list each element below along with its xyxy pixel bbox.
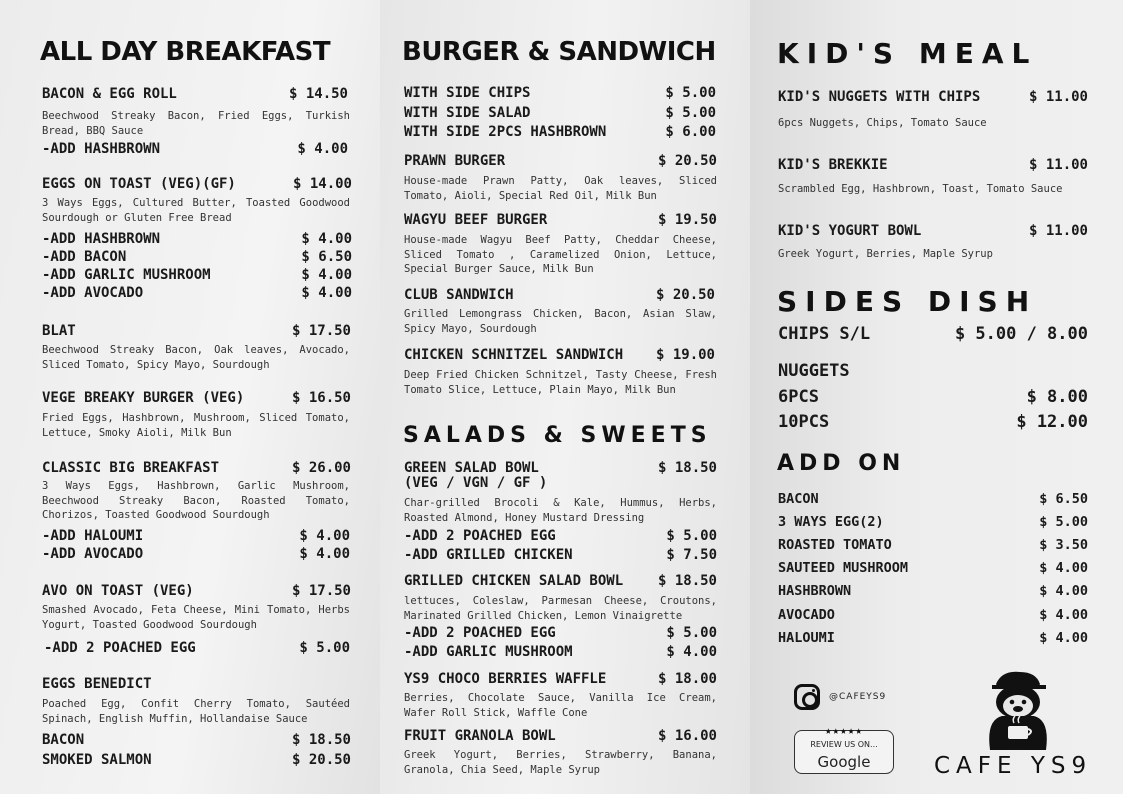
addon-name: -ADD HASHBROWN [42, 231, 161, 247]
item-desc: Grilled Lemongrass Chicken, Bacon, Asian Slaw, Spicy Mayo, Sourdough [404, 308, 717, 335]
addon-price: $ 4.00 [301, 231, 352, 247]
addon-price: $ 5.00 [666, 528, 717, 544]
menu-item [42, 676, 351, 692]
side-name: WITH SIDE CHIPS [404, 85, 531, 101]
addon-price: $ 4.00 [1039, 583, 1088, 599]
option-name: SMOKED SALMON [42, 752, 152, 768]
addon-row [42, 285, 352, 301]
review-label: REVIEW US ON... [810, 740, 878, 749]
item-price: $ 20.50 [655, 287, 715, 303]
item-price: $ 18.00 [657, 671, 717, 687]
item-name: KID'S YOGURT BOWL [778, 223, 922, 239]
side-row [404, 85, 716, 101]
addon-row [778, 491, 1088, 507]
addon-price: $ 5.00 [1039, 514, 1088, 530]
menu-item [42, 583, 351, 599]
option-name: BACON [42, 732, 85, 748]
item-price: $ 17.50 [291, 583, 351, 599]
side-price: $ 8.00 [1026, 387, 1088, 407]
item-desc: Smashed Avocado, Feta Cheese, Mini Tomato, Herbs Yogurt, Toasted Goodwood Sourdough [42, 604, 350, 631]
side-row [778, 324, 1088, 344]
item-name: CHICKEN SCHNITZEL SANDWICH [404, 347, 624, 363]
item-desc: Poached Egg, Confit Cherry Tomato, Sautéed Spinach, English Muffin, Hollandaise Sauce [42, 698, 350, 725]
addon-row [778, 630, 1088, 646]
item-desc: Fried Eggs, Hashbrown, Mushroom, Sliced Tomato, Lettuce, Smoky Aioli, Milk Bun [42, 412, 350, 439]
side-price: $ 12.00 [1016, 412, 1088, 432]
sides-heading: SIDES DISH [777, 285, 1038, 318]
addon-price: $ 4.00 [1039, 560, 1088, 576]
salads-heading: SALADS & SWEETS [403, 423, 712, 448]
menu-item [42, 86, 348, 102]
addon-name: HALOUMI [778, 630, 835, 646]
item-name: KID'S BREKKIE [778, 157, 888, 173]
addon-price: $ 6.50 [1039, 491, 1088, 507]
side-name: WITH SIDE SALAD [404, 105, 531, 121]
item-name: GRILLED CHICKEN SALAD BOWL [404, 573, 624, 589]
item-price: $ 11.00 [1028, 89, 1088, 105]
side-row [778, 387, 1088, 407]
addon-row [42, 267, 352, 283]
addon-name: AVOCADO [778, 607, 835, 623]
kids-heading: KID'S MEAL [777, 37, 1038, 70]
item-desc: Greek Yogurt, Berries, Maple Syrup [778, 248, 993, 260]
brand-name: CAFE YS9 [934, 753, 1093, 779]
addon-row [778, 583, 1088, 599]
menu-item [42, 323, 351, 339]
item-subtitle [404, 475, 717, 491]
addon-price: $ 4.00 [299, 528, 350, 544]
addon-name: -ADD HALOUMI [42, 528, 144, 544]
item-desc: Beechwood Streaky Bacon, Fried Eggs, Turkish Bread, BBQ Sauce [42, 110, 350, 137]
menu-item [42, 460, 351, 476]
side-row [404, 105, 716, 121]
item-price: $ 20.50 [657, 153, 717, 169]
item-price: $ 19.50 [657, 212, 717, 228]
side-row [778, 361, 1088, 381]
item-price: $ 16.50 [291, 390, 351, 406]
addon-name: -ADD GRILLED CHICKEN [404, 547, 573, 563]
item-diet-tags: (VEG / VGN / GF ) [404, 475, 548, 491]
item-name: EGGS BENEDICT [42, 676, 152, 692]
menu-item [404, 287, 715, 303]
option-price: $ 20.50 [291, 752, 351, 768]
item-desc: House-made Wagyu Beef Patty, Cheddar Cheese, Sliced Tomato , Caramelized Onion, Lettuce, Special Burger Sauce, Milk Bun [404, 234, 717, 275]
item-name: BACON & EGG ROLL [42, 86, 177, 102]
menu-item [404, 728, 717, 744]
breakfast-heading: ALL DAY BREAKFAST [40, 37, 331, 67]
addon-row [42, 546, 350, 562]
item-desc: Beechwood Streaky Bacon, Oak leaves, Avocado, Sliced Tomato, Spicy Mayo, Sourdough [42, 344, 350, 371]
instagram-handle[interactable]: @CAFEYS9 [829, 692, 887, 702]
item-price: $ 17.50 [291, 323, 351, 339]
addon-name: -ADD 2 POACHED EGG [44, 640, 196, 656]
item-name: VEGE BREAKY BURGER (VEG) [42, 390, 245, 406]
option-row [42, 752, 351, 768]
side-price: $ 5.00 [665, 85, 716, 101]
menu-item [778, 89, 1088, 105]
item-price: $ 16.00 [657, 728, 717, 744]
side-price: $ 6.00 [665, 124, 716, 140]
item-price: $ 26.00 [291, 460, 351, 476]
side-row [778, 412, 1088, 432]
google-review-badge[interactable] [794, 724, 894, 774]
side-name: 6PCS [778, 387, 819, 407]
addon-price: $ 4.00 [1039, 607, 1088, 623]
addon-row [44, 640, 350, 656]
item-name: EGGS ON TOAST (VEG)(GF) [42, 176, 236, 192]
addon-name: -ADD BACON [42, 249, 127, 265]
addon-row [404, 625, 717, 641]
item-price: $ 14.50 [288, 86, 348, 102]
addon-price: $ 4.00 [297, 141, 348, 157]
addon-price: $ 4.00 [666, 644, 717, 660]
addon-name: ROASTED TOMATO [778, 537, 892, 553]
addon-price: $ 7.50 [666, 547, 717, 563]
menu-item [404, 153, 717, 169]
item-desc: 6pcs Nuggets, Chips, Tomato Sauce [778, 117, 987, 129]
side-price: $ 5.00 [665, 105, 716, 121]
item-desc: 3 Ways Eggs, Hashbrown, Garlic Mushroom, Beechwood Streaky Bacon, Roasted Tomato, Chorizos, Toasted Goodwood Sourdough [42, 480, 350, 521]
item-name: YS9 CHOCO BERRIES WAFFLE [404, 671, 607, 687]
addon-name: -ADD GARLIC MUSHROOM [42, 267, 211, 283]
addon-row [404, 528, 717, 544]
star-rating-icon: ★★★★★ [824, 724, 864, 737]
addon-row [778, 537, 1088, 553]
item-price: $ 18.50 [657, 573, 717, 589]
menu-item [42, 390, 351, 406]
addon-name: -ADD AVOCADO [42, 285, 144, 301]
addon-price: $ 5.00 [299, 640, 350, 656]
item-desc: 3 Ways Eggs, Cultured Butter, Toasted Goodwood Sourdough or Gluten Free Bread [42, 197, 350, 224]
addon-name: HASHBROWN [778, 583, 852, 599]
item-name: AVO ON TOAST (VEG) [42, 583, 194, 599]
option-row [42, 732, 351, 748]
item-name: WAGYU BEEF BURGER [404, 212, 548, 228]
addon-row [42, 528, 350, 544]
item-price: $ 11.00 [1028, 223, 1088, 239]
addon-row [778, 560, 1088, 576]
item-name: GREEN SALAD BOWL [404, 460, 539, 476]
menu-item [778, 223, 1088, 239]
option-price: $ 18.50 [291, 732, 351, 748]
addon-name: 3 WAYS EGG(2) [778, 514, 884, 530]
side-row [404, 124, 716, 140]
google-logo: Google [817, 753, 871, 771]
side-price: $ 5.00 / 8.00 [954, 324, 1088, 344]
item-desc: Scrambled Egg, Hashbrown, Toast, Tomato Sauce [778, 183, 1063, 195]
item-price: $ 11.00 [1028, 157, 1088, 173]
addon-row [404, 644, 717, 660]
addon-row [42, 141, 348, 157]
menu-item [404, 460, 717, 476]
addon-name: -ADD HASHBROWN [42, 141, 161, 157]
addon-name: SAUTEED MUSHROOM [778, 560, 909, 576]
menu-item [404, 671, 717, 687]
addon-price: $ 5.00 [666, 625, 717, 641]
addon-name: -ADD 2 POACHED EGG [404, 528, 556, 544]
addon-row [778, 514, 1088, 530]
burger-heading: BURGER & SANDWICH [402, 37, 716, 67]
addon-price: $ 4.00 [1039, 630, 1088, 646]
addon-name: -ADD GARLIC MUSHROOM [404, 644, 573, 660]
item-name: CLASSIC BIG BREAKFAST [42, 460, 220, 476]
item-name: CLUB SANDWICH [404, 287, 514, 303]
item-price: $ 14.00 [292, 176, 352, 192]
addon-row [42, 231, 352, 247]
addon-price: $ 4.00 [301, 285, 352, 301]
item-desc: Greek Yogurt, Berries, Strawberry, Banana, Granola, Chia Seed, Maple Syrup [404, 749, 717, 776]
menu-item [404, 573, 717, 589]
item-name: KID'S NUGGETS WITH CHIPS [778, 89, 981, 105]
side-name: WITH SIDE 2PCS HASHBROWN [404, 124, 607, 140]
addon-price: $ 3.50 [1039, 537, 1088, 553]
item-desc: Berries, Chocolate Sauce, Vanilla Ice Cream, Wafer Roll Stick, Waffle Cone [404, 692, 717, 719]
addon-name: BACON [778, 491, 819, 507]
side-name: 10PCS [778, 412, 830, 432]
item-price: $ 18.50 [657, 460, 717, 476]
item-price: $ 19.00 [655, 347, 715, 363]
menu-item [778, 157, 1088, 173]
side-name: CHIPS S/L [778, 324, 871, 344]
item-name: BLAT [42, 323, 76, 339]
addon-heading: ADD ON [777, 451, 906, 476]
gorilla-logo-icon [972, 668, 1062, 750]
item-name: PRAWN BURGER [404, 153, 506, 169]
instagram-icon[interactable] [794, 684, 820, 710]
item-desc: lettuces, Coleslaw, Parmesan Cheese, Croutons, Marinated Grilled Chicken, Lemon Vinaigrette [404, 595, 717, 622]
addon-price: $ 6.50 [301, 249, 352, 265]
item-desc: House-made Prawn Patty, Oak leaves, Sliced Tomato, Aioli, Special Red Oil, Milk Bun [404, 175, 717, 202]
addon-price: $ 4.00 [301, 267, 352, 283]
menu-item [42, 176, 352, 192]
addon-name: -ADD 2 POACHED EGG [404, 625, 556, 641]
side-name: NUGGETS [778, 361, 850, 381]
addon-name: -ADD AVOCADO [42, 546, 144, 562]
item-desc: Char-grilled Brocoli & Kale, Hummus, Herbs, Roasted Almond, Honey Mustard Dressing [404, 497, 717, 524]
addon-row [42, 249, 352, 265]
item-name: FRUIT GRANOLA BOWL [404, 728, 556, 744]
addon-row [778, 607, 1088, 623]
item-desc: Deep Fried Chicken Schnitzel, Tasty Cheese, Fresh Tomato Slice, Lettuce, Plain Mayo, Milk Bun [404, 369, 717, 396]
addon-price: $ 4.00 [299, 546, 350, 562]
addon-row [404, 547, 717, 563]
menu-item [404, 212, 717, 228]
menu-item [404, 347, 715, 363]
